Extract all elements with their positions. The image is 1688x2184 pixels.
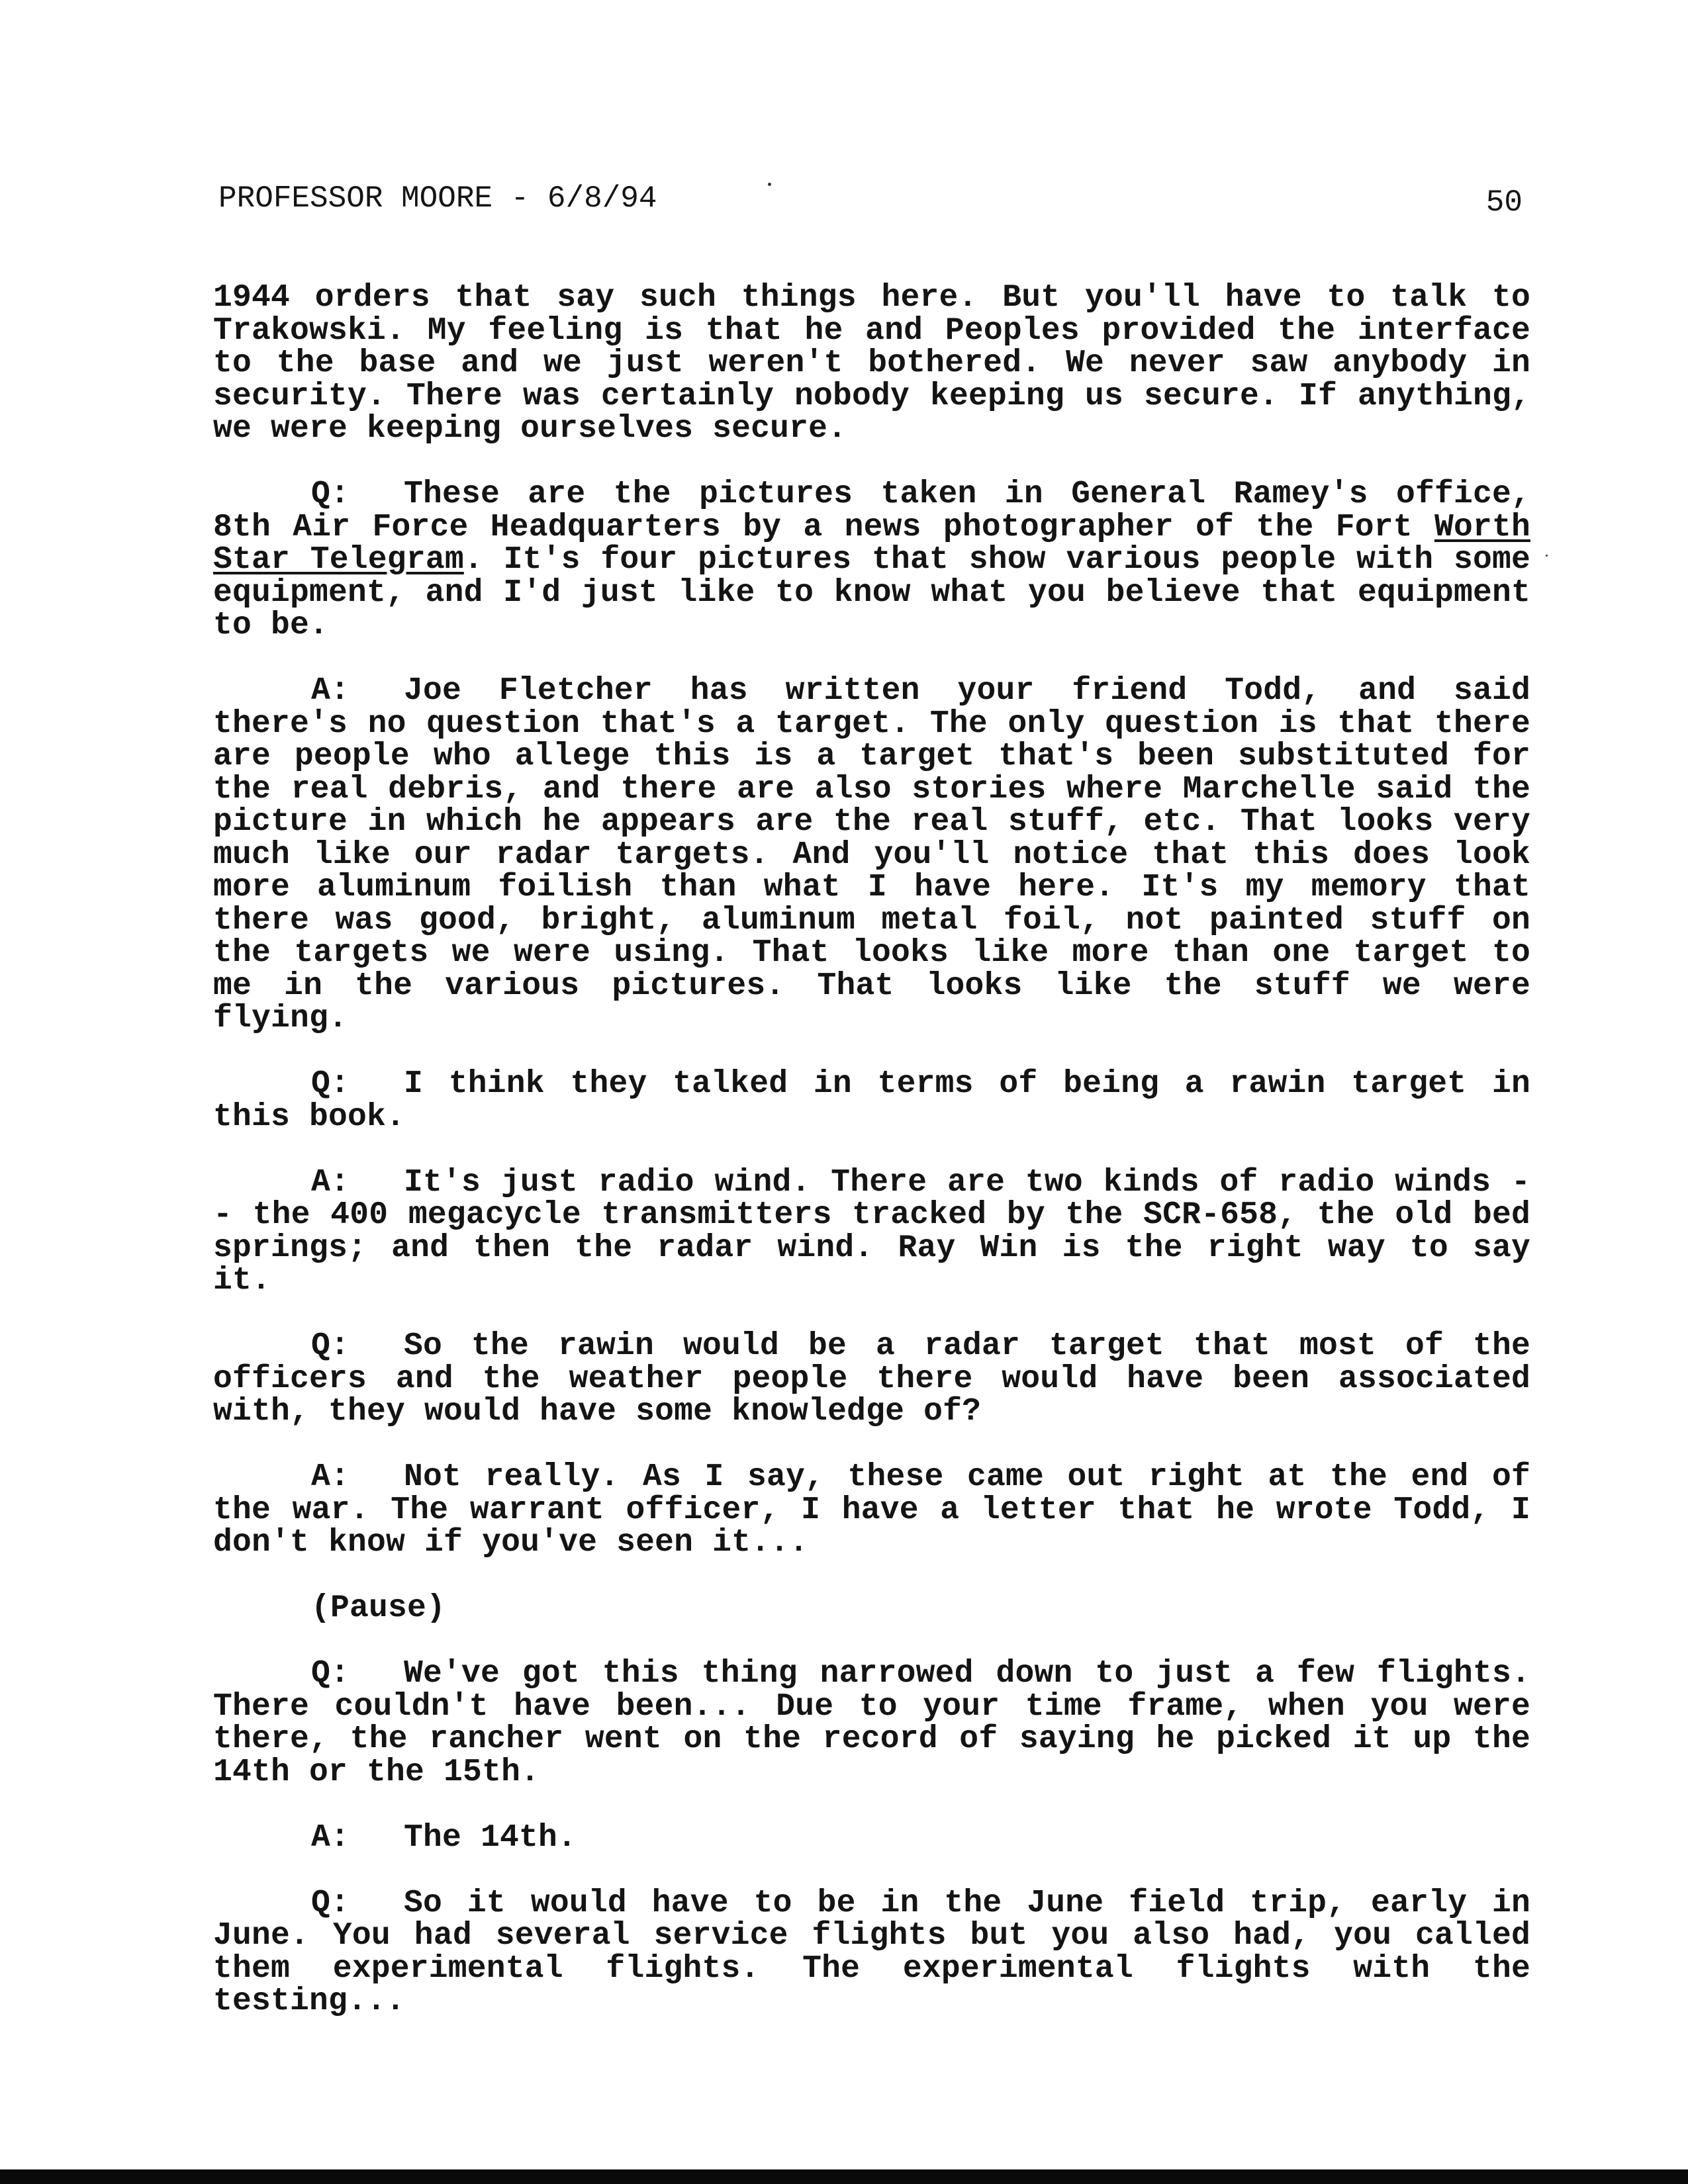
- page-number: 50: [1485, 185, 1523, 220]
- speaker-label: A:: [311, 1459, 350, 1495]
- scan-edge-bar: [0, 2169, 1688, 2184]
- scan-speck: [768, 183, 771, 186]
- paragraph-text: 1944 orders that say such things here. But you'll have to talk to Trakowski. My feeling is that he and Peoples provided the interface to the base and we just weren't bothered. We never saw anybody in security. There was certainly nobody keeping us secure. If anything, we were keeping ourselves secure.: [213, 280, 1530, 447]
- paragraph-text: Not really. As I say, these came out right at the end of the war. The warrant officer, I have a letter that he wrote Todd, I don't know if you've seen it...: [213, 1459, 1530, 1561]
- speaker-label: Q:: [311, 1066, 350, 1102]
- paragraph-text: We've got this thing narrowed down to just a few flights. There couldn't have been... Due to your time frame, when you were there, the rancher went on the record of saying he picked it up the 14th or the 15th.: [213, 1656, 1530, 1790]
- speaker-label: A:: [311, 1819, 350, 1856]
- paragraph-text: The 14th.: [404, 1819, 577, 1856]
- pause-note: (Pause): [311, 1590, 446, 1626]
- question-paragraph: [213, 1068, 1530, 1134]
- question-paragraph: [213, 1330, 1530, 1429]
- answer-paragraph: [213, 675, 1530, 1036]
- paragraph-text: Joe Fletcher has written your friend Todd, and said there's no question that's a target. The only question is that there are people who allege this is a target that's been substituted for the real debris, and there are also stories where Marchelle said the picture in which he appears are the real stuff, etc. That looks very much like our radar targets. And you'll notice that this does look more aluminum foilish than what I have here. It's my memory that there was good, bright, aluminum metal foil, not painted stuff on the targets we were using. That looks like more than one target to me in the various pictures. That looks like the stuff we were flying.: [213, 673, 1530, 1036]
- answer-paragraph: [213, 1819, 1530, 1856]
- transcript-body: [213, 282, 1530, 2051]
- scan-speck: [1546, 555, 1548, 557]
- header-title: PROFESSOR MOORE - 6/8/94: [218, 181, 657, 216]
- paragraph-continuation: [213, 282, 1530, 446]
- speaker-label: Q:: [311, 1656, 350, 1692]
- question-paragraph: [213, 478, 1530, 643]
- speaker-label: A:: [311, 673, 350, 709]
- paragraph-text: I think they talked in terms of being a rawin target in this book.: [213, 1066, 1530, 1135]
- speaker-label: Q:: [311, 477, 350, 512]
- speaker-label: Q:: [311, 1885, 350, 1921]
- paragraph-text: It's just radio wind. There are two kinds of radio winds -- the 400 megacycle transmitters tracked by the SCR-658, the old bed springs; and then the radar wind. Ray Win is the right way to say it.: [213, 1164, 1530, 1298]
- question-paragraph: [213, 1885, 1530, 2019]
- question-paragraph: [213, 1658, 1530, 1789]
- speaker-label: A:: [311, 1164, 350, 1201]
- paragraph-text: So the rawin would be a radar target that most of the officers and the weather people there would have been associated with, they would have some knowledge of?: [213, 1328, 1530, 1430]
- newspaper-title: Worth Star Telegram: [213, 509, 1530, 578]
- answer-paragraph: [213, 1164, 1530, 1298]
- paragraph-text: These are the pictures taken in General Ramey's office, 8th Air Force Headquarters by a news photographer of the Fort: [213, 477, 1530, 545]
- answer-paragraph: [213, 1461, 1530, 1560]
- paragraph-text: So it would have to be in the June field trip, early in June. You had several service flights but you also had, you called them experimental flights. The experimental flights with the testing...: [213, 1885, 1530, 2019]
- paragraph-text: . It's four pictures that show various people with some equipment, and I'd just like to know what you believe that equipment to be.: [213, 542, 1530, 643]
- speaker-label: Q:: [311, 1328, 350, 1364]
